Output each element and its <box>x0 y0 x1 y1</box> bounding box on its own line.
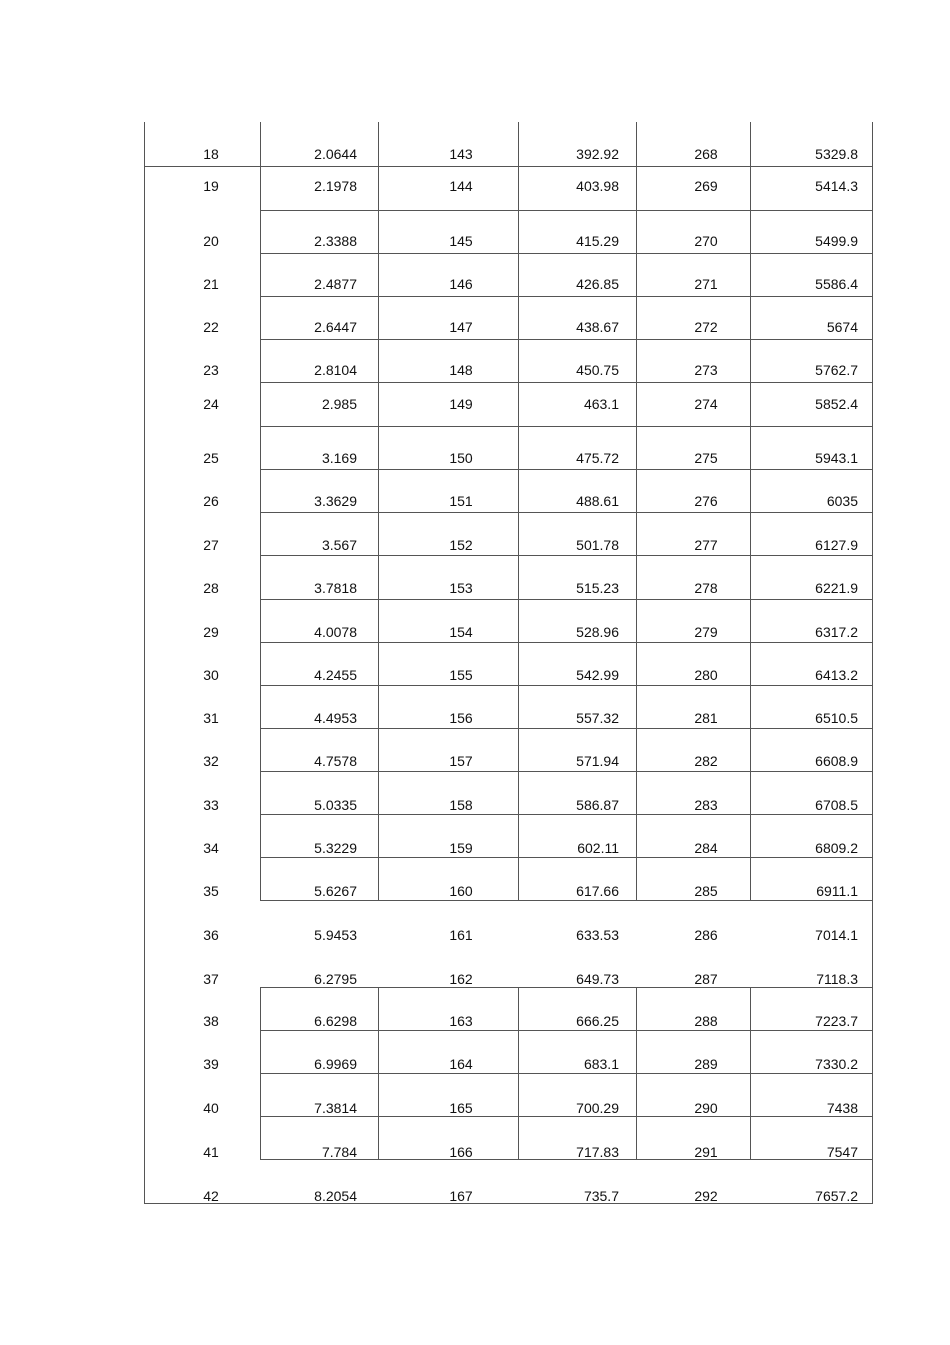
table-cell: 164 <box>449 1056 473 1072</box>
table-cell: 4.4953 <box>314 710 357 726</box>
table-cell: 42 <box>203 1188 219 1204</box>
table-cell: 3.169 <box>321 450 357 466</box>
table-cell: 27 <box>203 537 219 553</box>
table-cell: 147 <box>449 319 473 335</box>
table-cell: 156 <box>449 710 473 726</box>
table-cell: 7118.3 <box>816 971 858 987</box>
row-divider <box>260 599 873 600</box>
table-cell: 6035 <box>826 493 858 509</box>
table-cell: 7547 <box>826 1144 858 1160</box>
table-cell: 586.87 <box>576 797 619 813</box>
table-cell: 5852.4 <box>815 396 858 412</box>
row-divider <box>260 512 873 513</box>
table-cell: 2.985 <box>321 396 357 412</box>
table-cell: 288 <box>694 1013 718 1029</box>
table-cell: 291 <box>694 1144 718 1160</box>
row-divider <box>260 339 873 340</box>
table-cell: 162 <box>449 971 473 987</box>
table-cell: 165 <box>449 1100 473 1116</box>
row-divider <box>260 382 873 383</box>
table-cell: 6413.2 <box>815 667 858 683</box>
row-divider <box>260 987 873 988</box>
table-cell: 272 <box>694 319 718 335</box>
table-cell: 6.2795 <box>314 971 357 987</box>
table-cell: 269 <box>694 178 718 194</box>
table-cell: 735.7 <box>583 1188 619 1204</box>
table-cell: 33 <box>203 797 219 813</box>
table-cell: 31 <box>203 710 219 726</box>
table-cell: 463.1 <box>583 396 619 412</box>
table-cell: 36 <box>203 927 219 943</box>
table-cell: 151 <box>449 493 473 509</box>
table-cell: 289 <box>694 1056 718 1072</box>
table-cell: 285 <box>694 883 718 899</box>
table-cell: 6221.9 <box>815 580 858 596</box>
table-cell: 155 <box>449 667 473 683</box>
table-cell: 7014.1 <box>815 927 858 943</box>
table-cell: 167 <box>449 1188 473 1204</box>
table-border-left <box>144 122 145 1204</box>
table-cell: 450.75 <box>576 362 619 378</box>
table-cell: 41 <box>203 1144 219 1160</box>
row-divider <box>144 166 873 167</box>
table-cell: 279 <box>694 624 718 640</box>
table-cell: 6608.9 <box>815 753 858 769</box>
table-cell: 633.53 <box>576 927 619 943</box>
table-cell: 7.3814 <box>314 1100 357 1116</box>
table-cell: 6127.9 <box>815 537 858 553</box>
table-cell: 30 <box>203 667 219 683</box>
table-cell: 144 <box>449 178 473 194</box>
table-cell: 34 <box>203 840 219 856</box>
table-cell: 5329.8 <box>815 146 858 162</box>
table-cell: 5674 <box>826 319 858 335</box>
row-divider <box>260 426 873 427</box>
table-cell: 28 <box>203 580 219 596</box>
table-cell: 2.8104 <box>314 362 357 378</box>
table-cell: 6911.1 <box>816 883 858 899</box>
table-cell: 5.0335 <box>314 797 357 813</box>
table-cell: 292 <box>694 1188 718 1204</box>
table-cell: 278 <box>694 580 718 596</box>
row-divider <box>260 253 873 254</box>
row-divider <box>260 296 873 297</box>
table-cell: 152 <box>449 537 473 553</box>
row-divider <box>260 857 873 858</box>
table-cell: 273 <box>694 362 718 378</box>
table-cell: 6.6298 <box>314 1013 357 1029</box>
table-cell: 21 <box>203 276 219 292</box>
table-cell: 7330.2 <box>815 1056 858 1072</box>
column-divider <box>518 122 519 900</box>
table-cell: 8.2054 <box>314 1188 357 1204</box>
table-cell: 7438 <box>826 1100 858 1116</box>
table-cell: 2.1978 <box>314 178 357 194</box>
table-cell: 3.3629 <box>314 493 357 509</box>
row-divider <box>260 900 873 901</box>
table-cell: 415.29 <box>576 233 619 249</box>
table-cell: 515.23 <box>576 580 619 596</box>
table-cell: 426.85 <box>576 276 619 292</box>
table-cell: 25 <box>203 450 219 466</box>
table-cell: 159 <box>449 840 473 856</box>
table-cell: 528.96 <box>576 624 619 640</box>
table-cell: 557.32 <box>576 710 619 726</box>
table-cell: 488.61 <box>576 493 619 509</box>
table-cell: 163 <box>449 1013 473 1029</box>
table-cell: 18 <box>203 146 219 162</box>
table-cell: 281 <box>694 710 718 726</box>
table-cell: 19 <box>203 178 219 194</box>
table-cell: 7223.7 <box>815 1013 858 1029</box>
table-cell: 32 <box>203 753 219 769</box>
table-cell: 602.11 <box>577 840 619 856</box>
table-cell: 161 <box>449 927 473 943</box>
row-divider <box>260 685 873 686</box>
table-cell: 22 <box>203 319 219 335</box>
table-cell: 683.1 <box>583 1056 619 1072</box>
table-cell: 6809.2 <box>815 840 858 856</box>
table-cell: 501.78 <box>576 537 619 553</box>
table-cell: 20 <box>203 233 219 249</box>
table-cell: 7657.2 <box>815 1188 858 1204</box>
table-cell: 145 <box>449 233 473 249</box>
table-cell: 5.6267 <box>314 883 357 899</box>
table-cell: 6317.2 <box>815 624 858 640</box>
table-cell: 700.29 <box>576 1100 619 1116</box>
table-cell: 146 <box>449 276 473 292</box>
row-divider <box>260 814 873 815</box>
table-cell: 2.3388 <box>314 233 357 249</box>
table-cell: 282 <box>694 753 718 769</box>
table-cell: 6.9969 <box>314 1056 357 1072</box>
table-cell: 4.0078 <box>314 624 357 640</box>
table-cell: 275 <box>694 450 718 466</box>
table-cell: 284 <box>694 840 718 856</box>
table-cell: 617.66 <box>576 883 619 899</box>
table-cell: 153 <box>449 580 473 596</box>
table-cell: 143 <box>449 146 473 162</box>
table-cell: 24 <box>203 396 219 412</box>
table-cell: 7.784 <box>321 1144 357 1160</box>
table-cell: 6708.5 <box>815 797 858 813</box>
table-cell: 26 <box>203 493 219 509</box>
table-cell: 6510.5 <box>815 710 858 726</box>
table-cell: 268 <box>694 146 718 162</box>
table-cell: 571.94 <box>576 753 619 769</box>
row-divider <box>260 469 873 470</box>
table-cell: 403.98 <box>576 178 619 194</box>
table-cell: 5414.3 <box>815 178 858 194</box>
table-cell: 2.6447 <box>314 319 357 335</box>
table-cell: 277 <box>694 537 718 553</box>
table-cell: 274 <box>694 396 718 412</box>
table-cell: 37 <box>203 971 219 987</box>
table-cell: 29 <box>203 624 219 640</box>
table-cell: 149 <box>449 396 473 412</box>
table-cell: 286 <box>694 927 718 943</box>
table-border-right <box>872 122 873 1204</box>
table-cell: 475.72 <box>576 450 619 466</box>
row-divider <box>260 1116 873 1117</box>
table-cell: 438.67 <box>576 319 619 335</box>
table-cell: 148 <box>449 362 473 378</box>
table-cell: 542.99 <box>576 667 619 683</box>
table-cell: 5.3229 <box>314 840 357 856</box>
row-divider <box>260 210 873 211</box>
table-cell: 392.92 <box>576 146 619 162</box>
table-cell: 280 <box>694 667 718 683</box>
table-cell: 2.4877 <box>314 276 357 292</box>
table-cell: 38 <box>203 1013 219 1029</box>
table-cell: 287 <box>694 971 718 987</box>
row-divider <box>260 1030 873 1031</box>
column-divider <box>636 122 637 900</box>
table-cell: 160 <box>449 883 473 899</box>
table-cell: 3.567 <box>321 537 357 553</box>
table-cell: 166 <box>449 1144 473 1160</box>
table-cell: 649.73 <box>576 971 619 987</box>
table-cell: 4.7578 <box>314 753 357 769</box>
table-cell: 23 <box>203 362 219 378</box>
table-cell: 290 <box>694 1100 718 1116</box>
table-cell: 5499.9 <box>815 233 858 249</box>
row-divider <box>260 728 873 729</box>
row-divider <box>260 555 873 556</box>
table-cell: 40 <box>203 1100 219 1116</box>
table-cell: 2.0644 <box>314 146 357 162</box>
row-divider <box>260 642 873 643</box>
table-cell: 39 <box>203 1056 219 1072</box>
table-cell: 5586.4 <box>815 276 858 292</box>
table-cell: 717.83 <box>576 1144 619 1160</box>
table-cell: 4.2455 <box>314 667 357 683</box>
table-border-bottom <box>144 1203 873 1204</box>
table-cell: 158 <box>449 797 473 813</box>
table-cell: 5762.7 <box>815 362 858 378</box>
column-divider <box>378 122 379 900</box>
column-divider <box>750 122 751 900</box>
table-cell: 283 <box>694 797 718 813</box>
table-cell: 150 <box>449 450 473 466</box>
table-cell: 270 <box>694 233 718 249</box>
table-cell: 3.7818 <box>314 580 357 596</box>
table-cell: 666.25 <box>576 1013 619 1029</box>
table-cell: 5943.1 <box>815 450 858 466</box>
row-divider <box>260 1073 873 1074</box>
table-cell: 276 <box>694 493 718 509</box>
column-divider <box>260 122 261 900</box>
row-divider <box>260 771 873 772</box>
table-cell: 5.9453 <box>314 927 357 943</box>
table-cell: 154 <box>449 624 473 640</box>
table-cell: 271 <box>694 276 718 292</box>
table-cell: 35 <box>203 883 219 899</box>
table-cell: 157 <box>449 753 473 769</box>
